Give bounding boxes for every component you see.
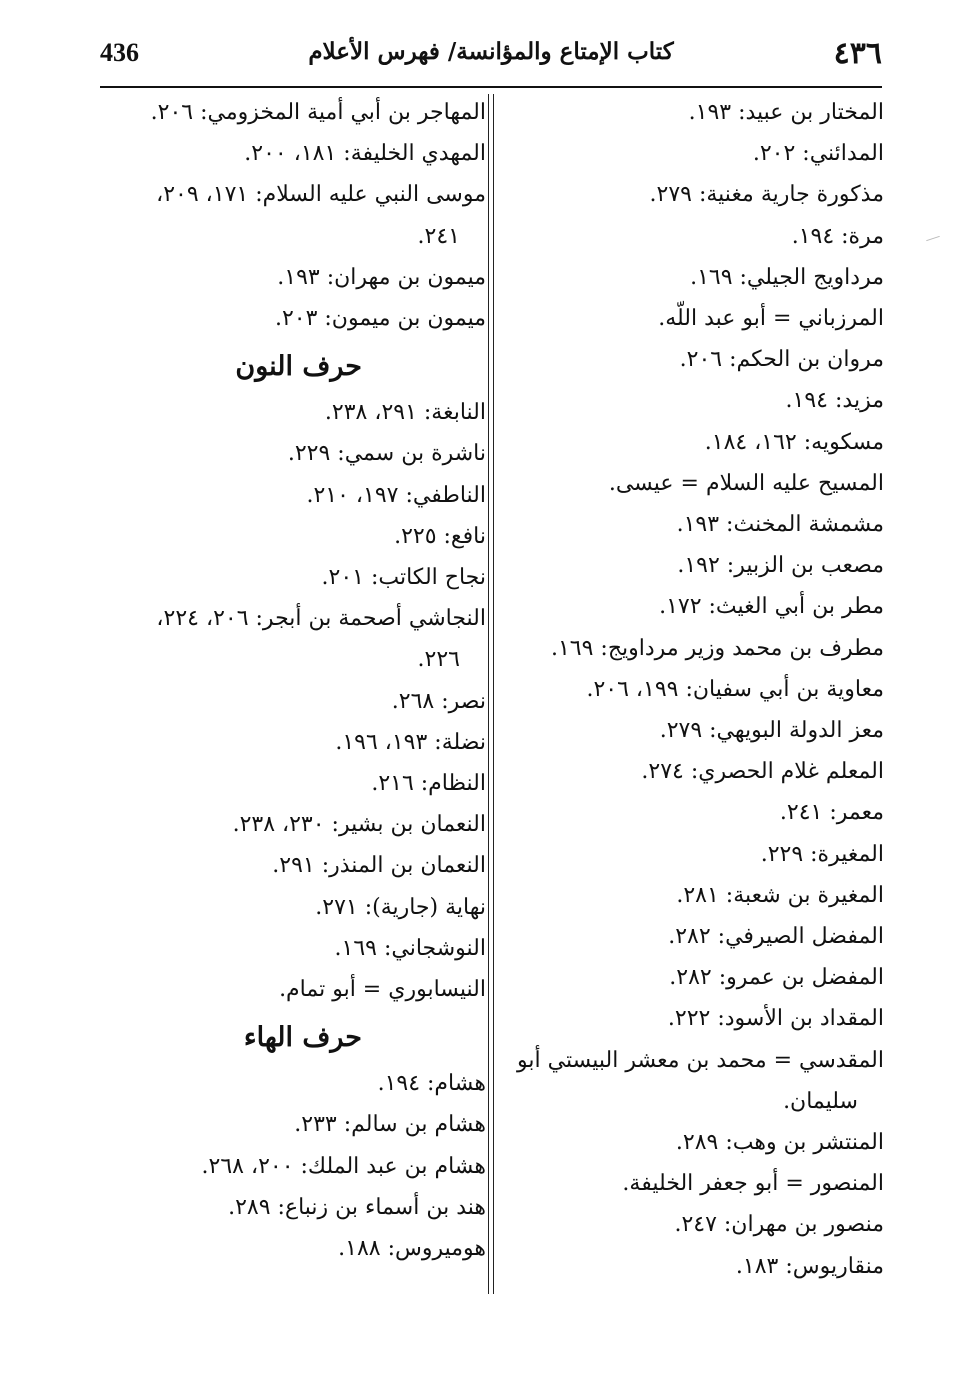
index-entry: المقداد بن الأسود: ٢٢٢. <box>667 1006 884 1032</box>
index-entry: معز الدولة البويهي: ٢٧٩. <box>659 718 884 744</box>
index-entry: مطرف بن محمد وزير مرداويج: ١٦٩. <box>550 635 884 661</box>
index-entry: موسى النبي عليه السلام: ١٧١، ٢٠٩، <box>156 182 486 208</box>
index-entry: ميمون بن مهران: ١٩٣. <box>277 264 486 290</box>
index-entry: مرة: ١٩٤. <box>791 223 884 249</box>
section-heading-ha: حرف الهاء <box>243 1022 362 1054</box>
left-column <box>116 92 486 1269</box>
index-entry: مشمشة المخنث: ١٩٣. <box>676 512 884 538</box>
index-entry: ميمون بن ميمون: ٢٠٣. <box>274 306 486 332</box>
index-entry: المهدي الخليفة: ١٨١، ٢٠٠. <box>244 141 486 167</box>
index-entry: نصر: ٢٦٨. <box>391 688 486 714</box>
page-number-latin: 436 <box>100 38 139 67</box>
column-divider <box>488 94 494 1294</box>
index-entry: مذكورة جارية مغنية: ٢٧٩. <box>649 182 884 208</box>
index-entry: النابغة: ٢٩١، ٢٣٨. <box>324 400 486 426</box>
index-entry: النعمان بن بشير: ٢٣٠، ٢٣٨. <box>232 812 486 838</box>
index-entry: هند بن أسماء بن زنباع: ٢٨٩. <box>228 1194 486 1220</box>
index-entry-continuation <box>474 1081 884 1122</box>
index-entry: هشام: ١٩٤. <box>377 1071 486 1097</box>
index-entry: النيسابوري = أبو تمام. <box>279 977 486 1003</box>
index-entry: هشام بن عبد الملك: ٢٠٠، ٢٦٨. <box>201 1153 486 1179</box>
index-entry: نضلة: ١٩٣، ١٩٦. <box>335 729 486 755</box>
index-entry: هشام بن سالم: ٢٣٣. <box>294 1112 486 1138</box>
index-entry: المغيرة بن شعبة: ٢٨١. <box>676 882 884 908</box>
index-entry: المغيرة: ٢٢٩. <box>760 841 884 867</box>
index-entry: المنتشر بن وهب: ٢٨٩. <box>675 1130 884 1156</box>
index-entry: المفضل بن عمرو: ٢٨٢. <box>669 965 884 991</box>
index-entry: المسيح عليه السلام = عيسى. <box>608 470 884 496</box>
index-entry: المدائني: ٢٠٢. <box>752 141 884 167</box>
running-title: كتاب الإمتاع والمؤانسة/ فهرس الأعلام <box>308 38 674 65</box>
index-entry: نافع: ٢٢٥. <box>394 523 486 549</box>
index-entry: مرداويج الجيلي: ١٦٩. <box>690 264 884 290</box>
index-entry: هوميروس: ١٨٨. <box>338 1236 486 1262</box>
index-entry: المفضل الصيرفي: ٢٨٢. <box>668 924 884 950</box>
page-header <box>100 34 882 86</box>
index-entry: منصور بن مهران: ٢٤٧. <box>674 1212 884 1238</box>
index-entry: نجاح الكاتب: ٢٠١. <box>321 565 486 591</box>
index-entry: النوشجاني: ١٦٩. <box>334 935 486 961</box>
index-entry: الناطفي: ١٩٧، ٢١٠. <box>306 482 486 508</box>
index-entry: المعلم غلام الحصري: ٢٧٤. <box>641 759 884 785</box>
index-entry: المنصور = أبو جعفر الخليفة. <box>622 1171 884 1197</box>
header-rule <box>100 86 882 88</box>
index-entry: المرزباني = أبو عبد اللّه. <box>658 306 884 332</box>
index-entry: المختار بن عبيد: ١٩٣. <box>688 100 884 125</box>
index-entry-continuation <box>116 216 486 257</box>
index-entry: المقدسي = محمد بن معشر البيستي أبو <box>517 1047 884 1073</box>
index-entry: مروان بن الحكم: ٢٠٦. <box>679 347 884 373</box>
index-entry: معاوية بن أبي سفيان: ١٩٩، ٢٠٦. <box>586 676 884 702</box>
page-number-arabic: ٤٣٦ <box>833 36 882 71</box>
index-entry: مسكويه: ١٦٢، ١٨٤. <box>704 429 884 455</box>
right-column <box>474 92 884 1287</box>
index-entry: النعمان بن المنذر: ٢٩١. <box>272 853 486 879</box>
index-entry: معمر: ٢٤١. <box>779 800 884 826</box>
continuation-text: ٢٤١. <box>417 223 460 249</box>
index-entry: نهاية (جارية): ٢٧١. <box>315 894 486 920</box>
stray-mark <box>926 236 940 241</box>
index-entry: مصعب بن الزبير: ١٩٢. <box>677 553 884 579</box>
index-entry: المهاجر بن أبي أمية المخزومي: ٢٠٦. <box>150 100 486 125</box>
index-entry: مطر بن أبي الغيث: ١٧٢. <box>659 594 884 620</box>
index-entry: النظام: ٢١٦. <box>371 771 486 797</box>
index-entry: ناشرة بن سمي: ٢٢٩. <box>287 441 486 467</box>
section-heading-nun: حرف النون <box>235 351 362 383</box>
index-entry-continuation <box>116 639 486 680</box>
continuation-text: سليمان. <box>783 1088 858 1114</box>
continuation-text: ٢٢٦. <box>417 647 460 673</box>
index-entry: مزيد: ١٩٤. <box>785 388 884 414</box>
index-entry: منقاريوس: ١٨٣. <box>735 1253 884 1279</box>
index-entry: النجاشي أصحمة بن أبجر: ٢٠٦، ٢٢٤، <box>156 606 486 632</box>
